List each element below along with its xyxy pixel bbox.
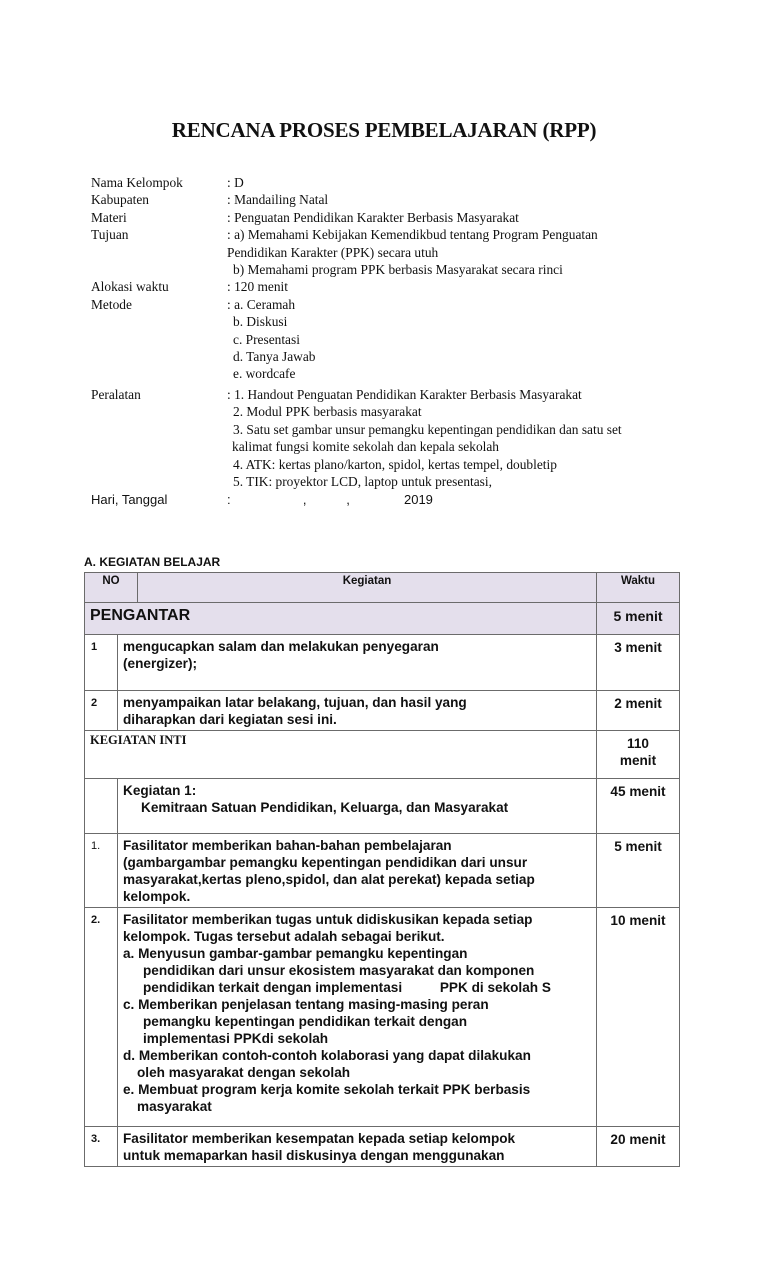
section-row-pengantar — [85, 603, 680, 635]
row-activity — [118, 691, 597, 731]
meta-value: : , , 2019 — [227, 492, 433, 508]
meta-kabupaten — [91, 191, 691, 208]
activity-line: untuk memaparkan hasil diskusinya dengan menggunakan — [123, 1148, 505, 1163]
meta-value: : Mandailing Natal — [227, 192, 329, 208]
task-line: a. Menyusun gambar-gambar pemangku kepentingan — [123, 946, 468, 961]
kegiatan-table — [84, 572, 680, 1167]
row-number: 1. — [85, 834, 118, 908]
row-activity — [118, 635, 597, 691]
time-line: menit — [619, 753, 657, 768]
row-time: 10 menit — [597, 908, 680, 1127]
task-line: pendidikan dari unsur ekosistem masyarakat dan komponen — [143, 963, 535, 978]
meta-value-continued: b) Memahami program PPK berbasis Masyarakat secara rinci — [233, 262, 563, 278]
header-no: NO — [85, 573, 138, 603]
activity-line: menyampaikan latar belakang, tujuan, dan hasil yang — [123, 695, 467, 710]
activity-line: Fasilitator memberikan kesempatan kepada setiap kelompok — [123, 1131, 516, 1146]
activity-line: (gambargambar pemangku kepentingan pendidikan dari unsur — [123, 855, 528, 870]
row-number: 3. — [85, 1127, 118, 1167]
meta-value-continued: d. Tanya Jawab — [233, 349, 316, 365]
meta-label: Alokasi waktu — [91, 279, 169, 295]
meta-value: : 120 menit — [227, 279, 288, 295]
row-number: 2. — [85, 908, 118, 1127]
page-title: RENCANA PROSES PEMBELAJARAN (RPP) — [171, 118, 597, 142]
task-item-e — [123, 1081, 591, 1115]
section-title-kegiatan-belajar: A. KEGIATAN BELAJAR — [84, 555, 221, 569]
activity-line: (energizer); — [123, 656, 198, 671]
task-line: e. Membuat program kerja komite sekolah terkait PPK berbasis — [123, 1082, 531, 1097]
task-line: pemangku kepentingan pendidikan terkait dengan — [143, 1014, 468, 1029]
header-kegiatan: Kegiatan — [138, 573, 597, 603]
table-row — [85, 691, 680, 731]
meta-alokasi-waktu — [91, 278, 691, 295]
meta-label: Kabupaten — [91, 192, 150, 208]
meta-value: : a) Memahami Kebijakan Kemendikbud tentang Program Penguatan — [227, 227, 598, 243]
table-row — [85, 908, 680, 1127]
table-row — [85, 1127, 680, 1167]
activity-line: Fasilitator memberikan tugas untuk didiskusikan kepada setiap — [123, 912, 533, 927]
activity-line: mengucapkan salam dan melakukan penyegaran — [123, 639, 439, 654]
meta-value-continued: Pendidikan Karakter (PPK) secara utuh — [227, 244, 439, 260]
meta-value-continued: 4. ATK: kertas plano/karton, spidol, kertas tempel, doubletip — [233, 456, 557, 472]
table-row-kegiatan-1 — [85, 779, 680, 834]
header-waktu: Waktu — [597, 573, 680, 603]
row-number: 1 — [85, 635, 118, 691]
task-item-d — [123, 1047, 591, 1081]
table-header-row — [85, 573, 680, 603]
task-line: c. Memberikan penjelasan tentang masing-masing peran — [123, 997, 489, 1012]
row-activity — [118, 908, 597, 1127]
row-time: 5 menit — [597, 834, 680, 908]
meta-label: Materi — [91, 209, 127, 225]
activity-line: kelompok. Tugas tersebut adalah sebagai berikut. — [123, 929, 445, 944]
meta-value: : D — [227, 175, 244, 190]
meta-label: Hari, Tanggal — [91, 492, 168, 508]
row-time: 45 menit — [597, 779, 680, 834]
activity-line: Fasilitator memberikan bahan-bahan pembelajaran — [123, 838, 452, 853]
meta-value-continued: e. wordcafe — [233, 366, 296, 382]
rpp-identity-block — [91, 174, 691, 509]
activity-line: kelompok. — [123, 889, 191, 904]
meta-value: : Penguatan Pendidikan Karakter Berbasis Masyarakat — [227, 209, 519, 225]
meta-metode — [91, 296, 691, 313]
time-line: 110 — [627, 736, 649, 751]
task-item-c — [123, 996, 591, 1047]
section-time — [597, 731, 680, 779]
kegiatan-title: Kegiatan 1: — [123, 783, 197, 798]
task-line: d. Memberikan contoh-contoh kolaborasi yang dapat dilakukan — [123, 1048, 531, 1063]
section-row-kegiatan-inti — [85, 731, 680, 779]
table-row — [85, 635, 680, 691]
task-line: masyarakat — [137, 1099, 212, 1114]
row-activity — [118, 834, 597, 908]
meta-value-continued: 2. Modul PPK berbasis masyarakat — [233, 404, 422, 420]
activity-line: diharapkan dari kegiatan sesi ini. — [123, 712, 337, 727]
row-number: 2 — [85, 691, 118, 731]
task-item-a — [123, 945, 591, 996]
task-line: oleh masyarakat dengan sekolah — [137, 1065, 351, 1080]
section-time: 5 menit — [597, 603, 680, 635]
meta-label: Tujuan — [91, 227, 129, 243]
meta-value-continued: c. Presentasi — [233, 331, 300, 347]
section-label: KEGIATAN INTI — [85, 731, 597, 779]
meta-value: : 1. Handout Penguatan Pendidikan Karakter Berbasis Masyarakat — [227, 386, 582, 402]
meta-value-continued: kalimat fungsi komite sekolah dan kepala sekolah — [232, 439, 499, 455]
row-activity — [118, 779, 597, 834]
meta-value-continued: 5. TIK: proyektor LCD, laptop untuk presentasi, — [233, 473, 492, 489]
meta-value: : a. Ceramah — [227, 296, 296, 312]
meta-materi — [91, 209, 691, 226]
row-time: 3 menit — [597, 635, 680, 691]
meta-label: Nama Kelompok — [91, 175, 183, 190]
meta-value-continued: 3. Satu set gambar unsur pemangku kepentingan pendidikan dan satu set — [233, 421, 622, 437]
row-time: 20 menit — [597, 1127, 680, 1167]
meta-label: Peralatan — [91, 386, 141, 402]
row-time: 2 menit — [597, 691, 680, 731]
meta-value-continued: b. Diskusi — [233, 314, 288, 330]
kegiatan-subtitle: Kemitraan Satuan Pendidikan, Keluarga, dan Masyarakat — [141, 800, 509, 815]
meta-label: Metode — [91, 296, 132, 312]
activity-line: masyarakat,kertas pleno,spidol, dan alat perekat) kepada setiap — [123, 872, 535, 887]
task-line: pendidikan terkait dengan implementasi PPK di sekolah S — [143, 980, 551, 995]
meta-peralatan — [91, 386, 691, 403]
section-label: PENGANTAR — [85, 603, 597, 635]
row-number-empty — [85, 779, 118, 834]
meta-hari-tanggal — [91, 491, 691, 508]
row-activity — [118, 1127, 597, 1167]
task-line: implementasi PPKdi sekolah — [143, 1031, 329, 1046]
meta-nama-kelompok — [91, 174, 691, 191]
table-row — [85, 834, 680, 908]
meta-tujuan — [91, 226, 691, 243]
